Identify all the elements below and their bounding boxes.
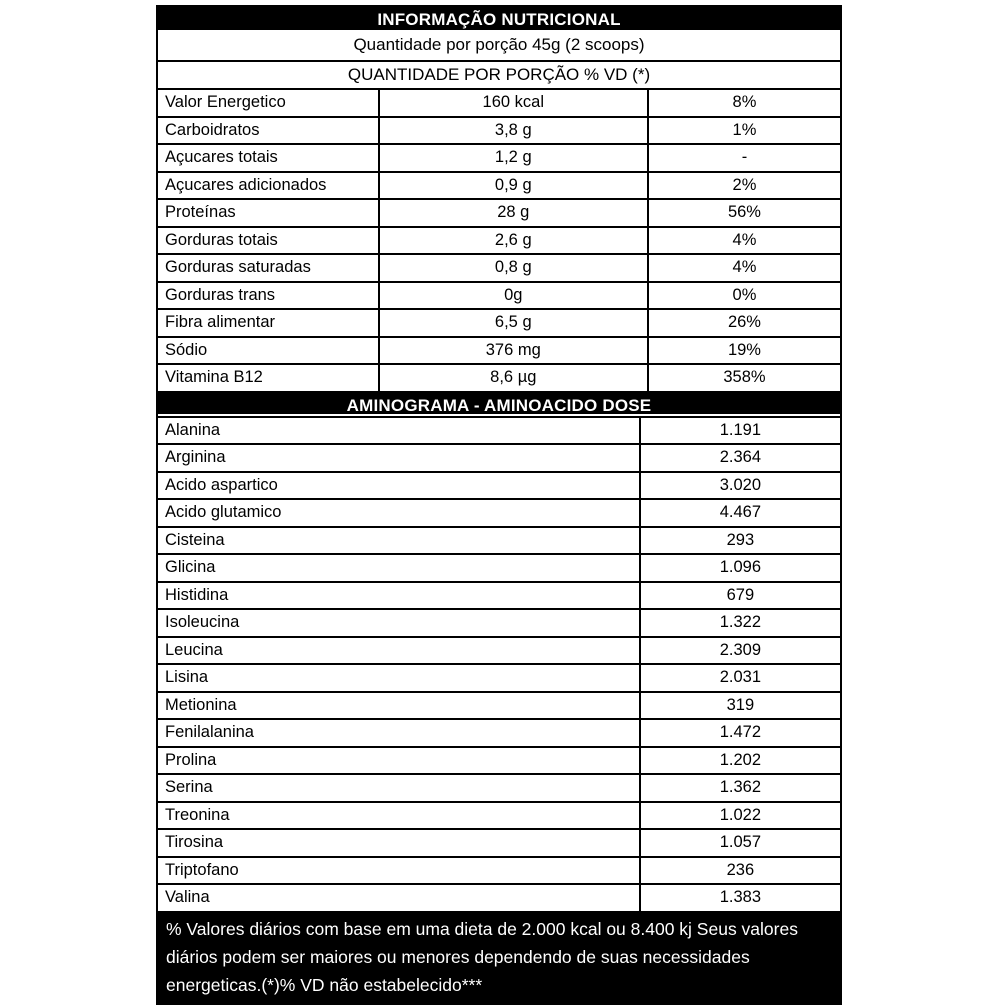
- nutrient-daily-value: 4%: [647, 255, 840, 281]
- columns-header-row: QUANTIDADE POR PORÇÃO % VD (*): [158, 60, 840, 88]
- nutrient-daily-value: 56%: [647, 200, 840, 226]
- nutrient-name: Fibra alimentar: [165, 313, 276, 331]
- amino-acid-dose: 1.202: [639, 748, 840, 774]
- amino-acid-dose: 1.362: [639, 775, 840, 801]
- nutrient-row: [158, 171, 840, 199]
- nutrient-name: Carboidratos: [165, 120, 260, 139]
- nutrient-name: Sódio: [165, 340, 208, 359]
- amino-acid-dose: 2.309: [639, 638, 840, 664]
- amino-acid-name: Alanina: [165, 420, 221, 439]
- amino-acid-dose: 1.057: [639, 830, 840, 856]
- nutrient-amount: 0,9 g: [378, 173, 647, 199]
- nutrient-amount: 28 g: [378, 200, 647, 226]
- amino-acid-row: [158, 526, 840, 554]
- amino-acid-row: [158, 581, 840, 609]
- nutrient-daily-value: 26%: [647, 310, 840, 336]
- amino-acid-dose: 2.364: [639, 445, 840, 471]
- nutrients-table: [158, 88, 840, 391]
- nutrient-amount: 376 mg: [378, 338, 647, 364]
- amino-acid-row: [158, 691, 840, 719]
- amino-acid-dose: 3.020: [639, 473, 840, 499]
- amino-acid-row: [158, 773, 840, 801]
- amino-acid-row: [158, 636, 840, 664]
- nutrient-name: Gorduras saturadas: [165, 258, 311, 276]
- nutrient-daily-value: 1%: [647, 118, 840, 144]
- amino-acid-name: Serina: [165, 778, 213, 796]
- nutrient-name: Açucares totais: [165, 148, 278, 166]
- amino-acid-dose: 4.467: [639, 500, 840, 526]
- aminogram-table: [158, 416, 840, 911]
- nutrient-name: Valor Energetico: [165, 93, 286, 111]
- amino-acid-row: [158, 553, 840, 581]
- nutrient-row: [158, 253, 840, 281]
- nutrient-daily-value: 2%: [647, 173, 840, 199]
- amino-acid-row: [158, 828, 840, 856]
- amino-acid-row: [158, 443, 840, 471]
- nutrient-name: Proteínas: [165, 203, 236, 221]
- amino-acid-dose: 1.022: [639, 803, 840, 829]
- amino-acid-row: [158, 608, 840, 636]
- amino-acid-dose: 1.383: [639, 885, 840, 911]
- nutrient-row: [158, 88, 840, 116]
- daily-values-footnote: % Valores diários com base em uma dieta de 2.000 kcal ou 8.400 kj Seus valores diários podem ser maiores ou menores dependendo de suas necessidades energeticas.(*)% VD não estabelecido***: [158, 911, 840, 1003]
- nutrient-amount: 2,6 g: [378, 228, 647, 254]
- amino-acid-name: Treonina: [165, 805, 230, 824]
- nutrient-row: [158, 308, 840, 336]
- amino-acid-name: Acido aspartico: [165, 475, 278, 494]
- nutrition-label-title: INFORMAÇÃO NUTRICIONAL: [158, 7, 840, 32]
- nutrient-amount: 0g: [378, 283, 647, 309]
- amino-acid-name: Acido glutamico: [165, 503, 282, 521]
- amino-acid-name: Histidina: [165, 585, 229, 604]
- nutrient-daily-value: 4%: [647, 228, 840, 254]
- amino-acid-name: Glicina: [165, 558, 216, 576]
- amino-acid-dose: 293: [639, 528, 840, 554]
- amino-acid-row: [158, 416, 840, 444]
- amino-acid-name: Isoleucina: [165, 613, 240, 631]
- amino-acid-name: Arginina: [165, 448, 226, 466]
- amino-acid-row: [158, 498, 840, 526]
- nutrient-name: Açucares adicionados: [165, 175, 327, 194]
- amino-acid-dose: 679: [639, 583, 840, 609]
- amino-acid-row: [158, 746, 840, 774]
- nutrient-row: [158, 226, 840, 254]
- nutrient-row: [158, 336, 840, 364]
- amino-acid-name: Leucina: [165, 640, 223, 659]
- nutrient-amount: 3,8 g: [378, 118, 647, 144]
- amino-acid-dose: 2.031: [639, 665, 840, 691]
- amino-acid-name: Metionina: [165, 695, 237, 714]
- amino-acid-row: [158, 801, 840, 829]
- nutrient-amount: 1,2 g: [378, 145, 647, 171]
- nutrient-row: [158, 143, 840, 171]
- serving-size-row: Quantidade por porção 45g (2 scoops): [353, 35, 645, 54]
- amino-acid-dose: 236: [639, 858, 840, 884]
- amino-acid-name: Valina: [165, 888, 210, 906]
- amino-acid-name: Prolina: [165, 750, 217, 769]
- amino-acid-row: [158, 883, 840, 911]
- nutrient-name: Gorduras totais: [165, 230, 278, 249]
- nutrient-row: [158, 198, 840, 226]
- amino-acid-name: Cisteina: [165, 530, 225, 549]
- nutrient-amount: 0,8 g: [378, 255, 647, 281]
- nutrient-row: [158, 363, 840, 391]
- nutrient-daily-value: 19%: [647, 338, 840, 364]
- amino-acid-dose: 1.472: [639, 720, 840, 746]
- nutrition-label: [156, 5, 842, 1005]
- nutrient-row: [158, 281, 840, 309]
- amino-acid-row: [158, 663, 840, 691]
- amino-acid-dose: 319: [639, 693, 840, 719]
- nutrient-name: Gorduras trans: [165, 285, 276, 304]
- aminogram-title: AMINOGRAMA - AMINOACIDO DOSE: [158, 391, 840, 416]
- nutrient-daily-value: 0%: [647, 283, 840, 309]
- nutrient-daily-value: 8%: [647, 90, 840, 116]
- amino-acid-name: Tirosina: [165, 833, 224, 851]
- amino-acid-name: Fenilalanina: [165, 723, 254, 741]
- nutrient-daily-value: -: [647, 145, 840, 171]
- nutrient-name: Vitamina B12: [165, 368, 263, 386]
- amino-acid-dose: 1.322: [639, 610, 840, 636]
- amino-acid-name: Triptofano: [165, 860, 239, 879]
- amino-acid-row: [158, 471, 840, 499]
- amino-acid-dose: 1.096: [639, 555, 840, 581]
- nutrient-amount: 8,6 µg: [378, 365, 647, 391]
- nutrient-amount: 160 kcal: [378, 90, 647, 116]
- nutrient-amount: 6,5 g: [378, 310, 647, 336]
- nutrient-daily-value: 358%: [647, 365, 840, 391]
- amino-acid-name: Lisina: [165, 668, 209, 686]
- amino-acid-dose: 1.191: [639, 418, 840, 444]
- amino-acid-row: [158, 718, 840, 746]
- nutrient-row: [158, 116, 840, 144]
- amino-acid-row: [158, 856, 840, 884]
